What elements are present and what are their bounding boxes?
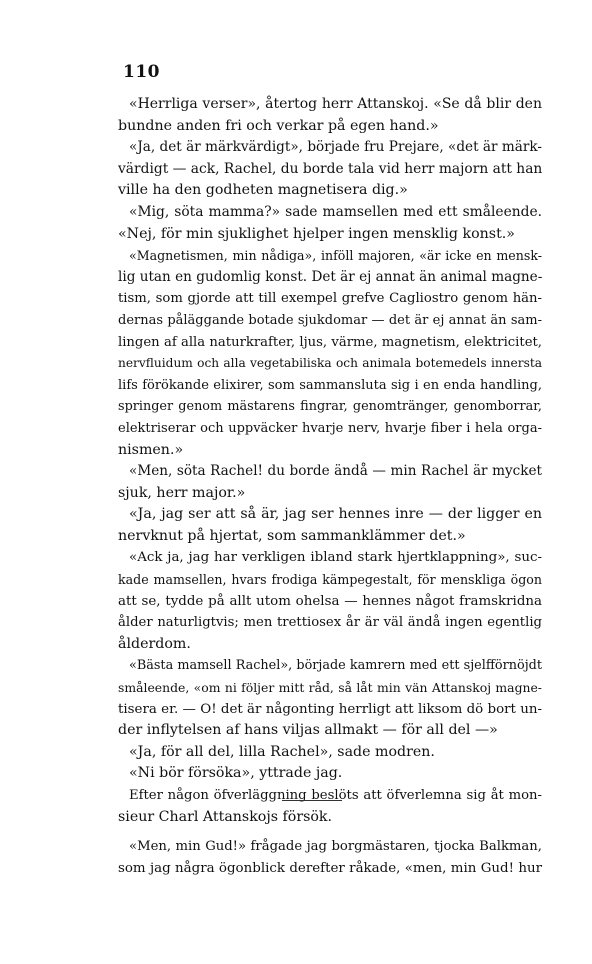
text-line: «Ja, det är märkvärdigt», började fru Prejare, «det är märk-	[129, 139, 542, 156]
text-line: tism, som gjorde att till exempel grefve Cagliostro genom hän-	[118, 291, 542, 307]
text-line: att se, tydde på allt utom ohelsa — hennes något framskridna	[118, 593, 542, 609]
after-break-text	[118, 836, 542, 879]
text-line: kade mamsellen, hvars frodiga kämpegestalt, för menskliga ögon	[118, 572, 542, 588]
text-line: «Ack ja, jag har verkligen ibland stark hjertklappning», suc-	[129, 550, 542, 566]
text-line: ålder naturligtvis; men trettiosex år är väl ändå ingen egentlig	[118, 615, 542, 631]
text-line: småleende, «om ni följer mitt råd, så låt min vän Attanskoj magne-	[118, 680, 542, 696]
text-line: elektriserar och uppväcker hvarje nerv, hvarje fiber i hela orga-	[118, 420, 542, 436]
text-line: der inflytelsen af hans viljas allmakt — för all del —»	[118, 722, 498, 739]
text-line: nervknut på hjertat, som sammanklämmer det.»	[118, 527, 466, 544]
text-line: bundne anden fri och verkar på egen hand.»	[118, 117, 439, 134]
text-line: «Nej, för min sjuklighet hjelper ingen mensklig konst.»	[118, 225, 515, 242]
text-line: «Men, min Gud!» frågade jag borgmästaren, tjocka Balkman,	[129, 839, 542, 854]
text-line: tisera er. — O! det är någonting herrligt att liksom dö bort un-	[118, 701, 542, 717]
text-line: «Herrliga verser», återtog herr Attanskoj. «Se då blir den	[129, 96, 542, 112]
text-line: «Ni bör försöka», yttrade jag.	[129, 765, 343, 782]
text-line: lig utan en gudomlig konst. Det är ej annat än animal magne-	[118, 268, 543, 285]
text-line: «Men, söta Rachel! du borde ändå — min Rachel är mycket	[129, 463, 542, 480]
text-line: lingen af alla naturkrafter, ljus, värme, magnetism, elektricitet,	[118, 334, 542, 350]
text-line: som jag några ögonblick derefter råkade, «men, min Gud! hur	[118, 860, 542, 876]
text-line: nervfluidum och alla vegetabiliska och animala botemedels innersta	[118, 356, 542, 371]
text-line: Efter någon öfverläggning beslöts att öfverlemna sig åt mon-	[129, 788, 542, 803]
text-line: sieur Charl Attanskojs försök.	[118, 808, 333, 825]
text-line: «Magnetismen, min nådiga», inföll majoren, «är icke en mensk-	[129, 248, 542, 264]
body-text	[118, 94, 542, 828]
text-line: lifs förökande elixirer, som sammansluta sig i en enda handling,	[118, 377, 542, 393]
text-line: ville ha den godheten magnetisera dig.»	[118, 182, 408, 199]
section-divider	[282, 800, 342, 801]
text-line: värdigt — ack, Rachel, du borde tala vid herr majorn att han	[118, 160, 543, 177]
text-line: sjuk, herr major.»	[118, 484, 246, 501]
text-line: «Bästa mamsell Rachel», började kamrern med ett sjelfförnöjdt	[129, 658, 542, 674]
text-line: «Ja, jag ser att så är, jag ser hennes inre — der ligger en	[129, 506, 542, 523]
page-number: 110	[123, 62, 160, 82]
text-line: «Mig, söta mamma?» sade mamsellen med ett småleende.	[129, 203, 542, 220]
text-line: «Ja, för all del, lilla Rachel», sade modren.	[129, 743, 435, 760]
text-line: ålderdom.	[118, 635, 191, 652]
text-line: springer genom mästarens fingrar, genomtränger, genomborrar,	[118, 399, 542, 415]
text-line: nismen.»	[118, 441, 184, 458]
text-line: dernas påläggande botade sjukdomar — det är ej annat än sam-	[118, 312, 542, 328]
